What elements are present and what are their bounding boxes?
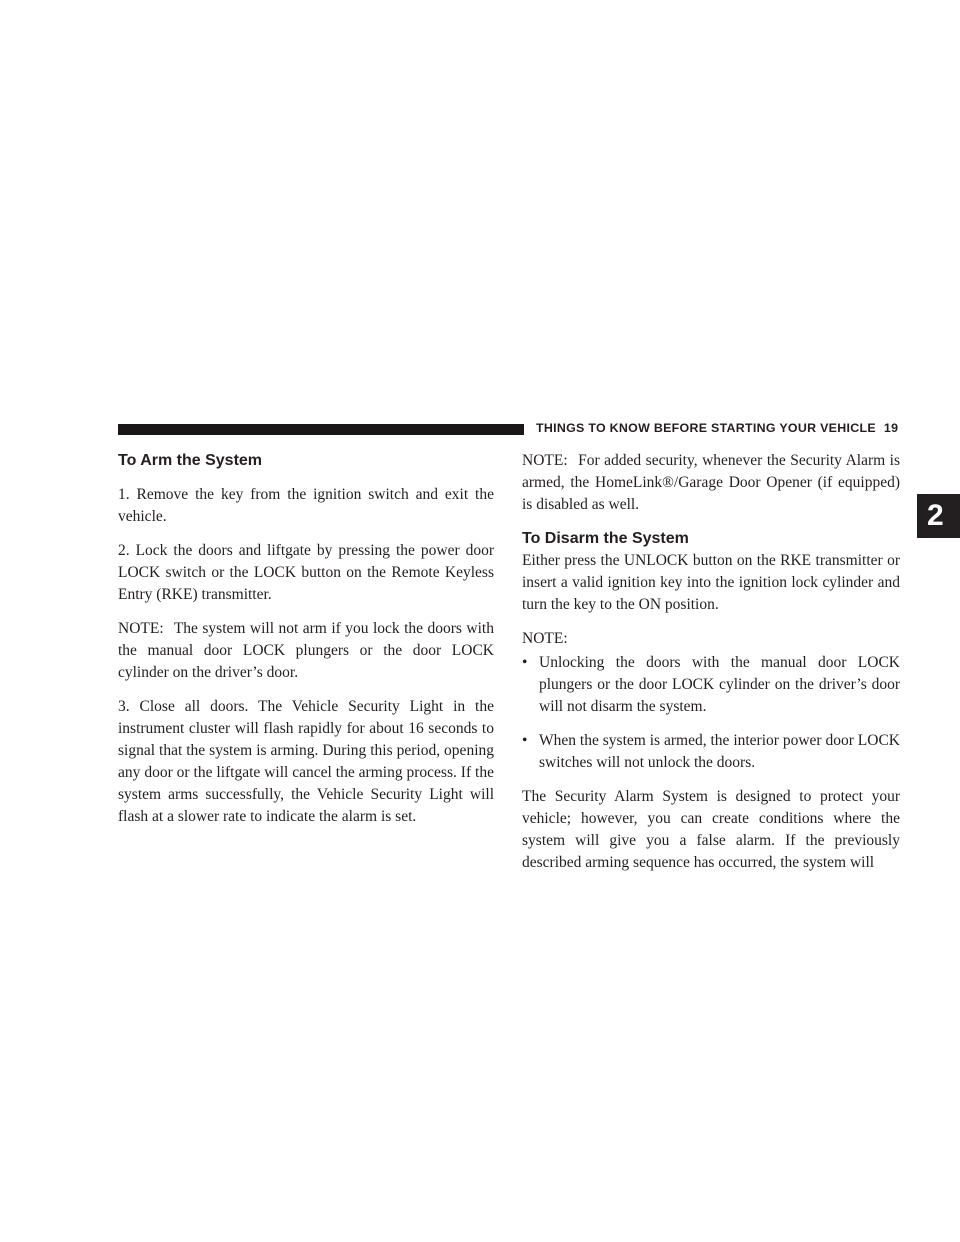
bullet-icon: • xyxy=(522,732,528,749)
homelink-note xyxy=(522,450,900,516)
list-item xyxy=(522,652,900,718)
arm-heading: To Arm the System xyxy=(118,452,263,469)
header-rule xyxy=(118,424,524,435)
arm-note xyxy=(118,618,494,684)
note-text: For added security, whenever the Security Alarm is armed, the HomeLink®/Garage Door Opener (if equipped) is disabled as well. xyxy=(522,452,901,513)
running-header xyxy=(536,421,898,435)
right-column xyxy=(522,450,900,886)
list-item-text: Unlocking the doors with the manual door LOCK plungers or the door LOCK cylinder on the driver’s door will not disarm the system. xyxy=(539,654,900,715)
disarm-note-list xyxy=(522,652,900,774)
disarm-text: Either press the UNLOCK button on the RKE transmitter or insert a valid ignition key into the ignition lock cylinder and turn the key to the ON position. xyxy=(522,552,900,613)
disarm-heading: To Disarm the System xyxy=(522,530,689,547)
note-label: NOTE: xyxy=(522,452,568,469)
disarm-note-label: NOTE: xyxy=(522,630,568,647)
arm-step-3: 3. Close all doors. The Vehicle Security Light in the instrument cluster will flash rapidly for about 16 seconds to signal that the system is arming. During this period, opening any door or the liftgate will cancel the arming process. If the system arms successfully, the Vehicle Security Light will flash at a slower rate to indicate the alarm is set. xyxy=(118,698,494,825)
chapter-number: 2 xyxy=(927,499,944,532)
arm-step-2: 2. Lock the doors and liftgate by pressing the power door LOCK switch or the LOCK button on the Remote Keyless Entry (RKE) transmitter. xyxy=(118,542,494,603)
list-item xyxy=(522,730,900,774)
note-label: NOTE: xyxy=(118,620,164,637)
left-column xyxy=(118,450,494,840)
chapter-tab xyxy=(917,494,960,538)
header-title: THINGS TO KNOW BEFORE STARTING YOUR VEHICLE xyxy=(536,421,876,435)
note-text: The system will not arm if you lock the doors with the manual door LOCK plungers or the door LOCK cylinder on the driver’s door. xyxy=(118,620,494,681)
page-number: 19 xyxy=(883,421,899,435)
bullet-icon: • xyxy=(522,654,528,671)
list-item-text: When the system is armed, the interior power door LOCK switches will not unlock the doors. xyxy=(539,732,900,771)
arm-step-1: 1. Remove the key from the ignition switch and exit the vehicle. xyxy=(118,486,494,525)
closing-text: The Security Alarm System is designed to protect your vehicle; however, you can create conditions where the system will give you a false alarm. If the previously described arming sequence has occurred, the system will xyxy=(522,788,900,871)
